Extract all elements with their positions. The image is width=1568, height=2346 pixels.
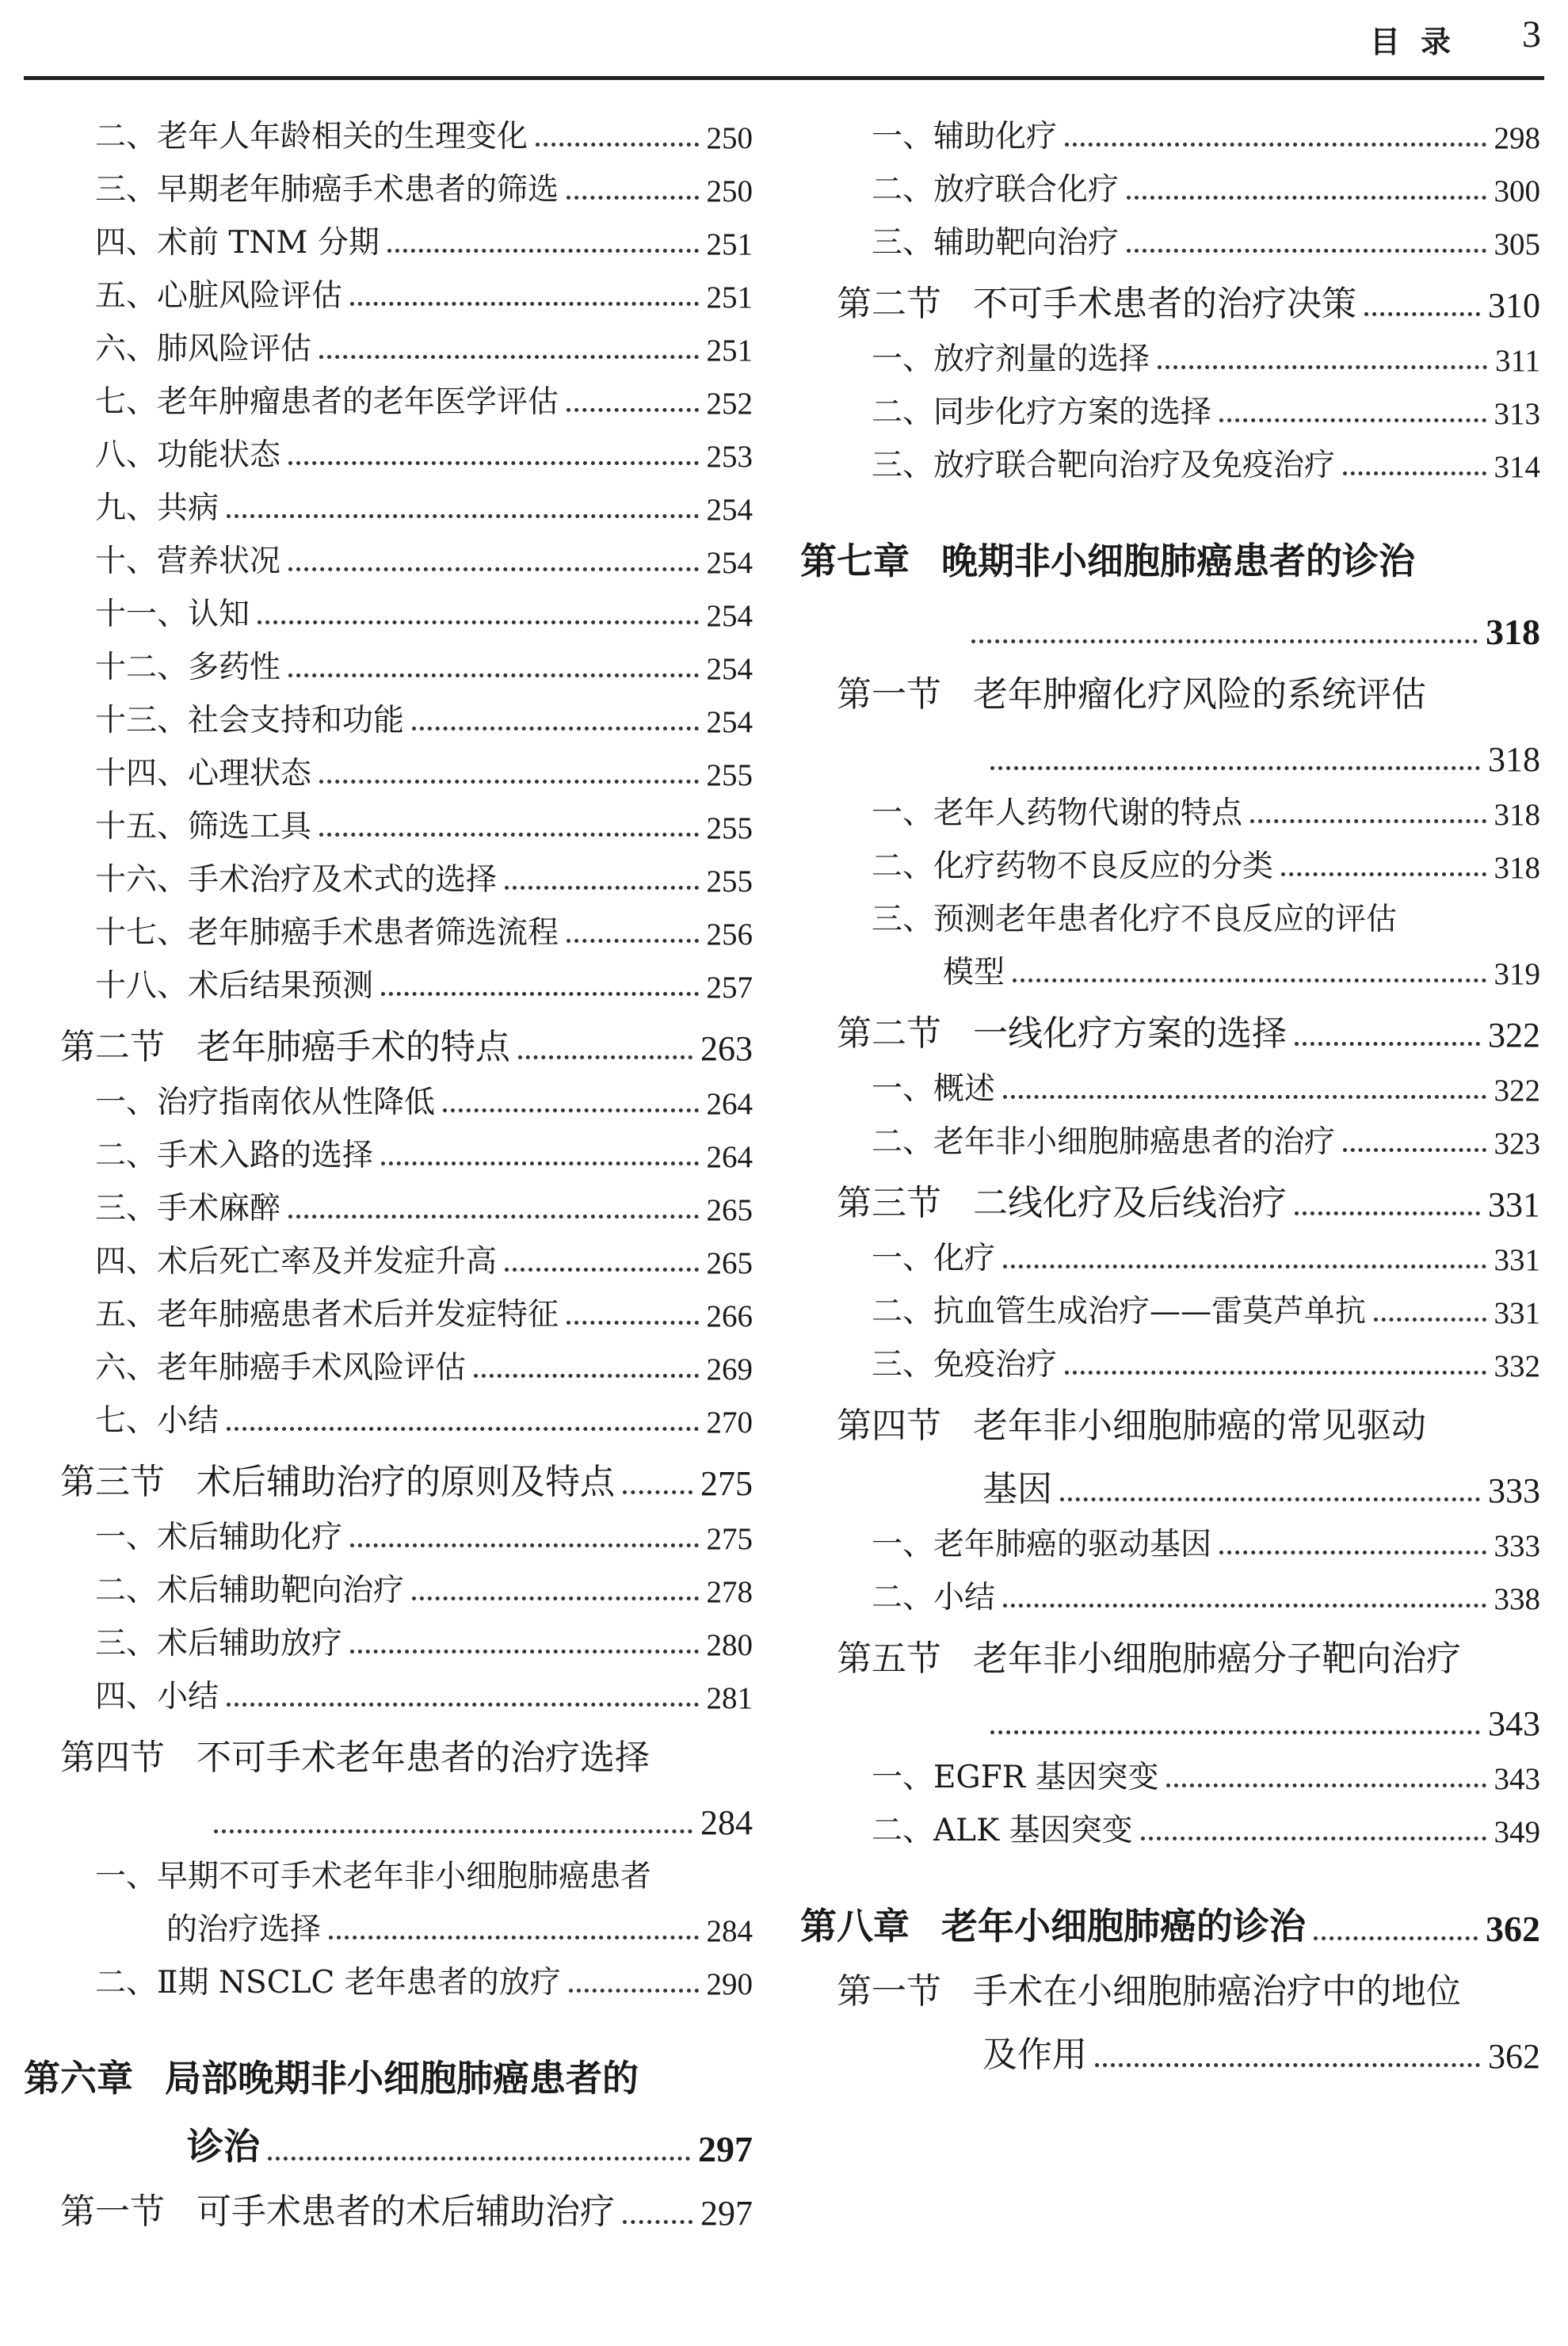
entry-title: 二、ALK 基因突变 — [872, 1813, 1133, 1848]
entry-title-continued: 模型 — [943, 955, 1005, 990]
entry-page: 256 — [706, 917, 753, 952]
toc-section-continued — [800, 1680, 1540, 1744]
entry-title: 十一、认知 — [95, 597, 250, 632]
entry-title: 九、共病 — [95, 490, 219, 526]
entry-title: 可手术患者的术后辅助治疗 — [196, 2192, 615, 2232]
entry-title: 三、预测老年患者化疗不良反应的评估 — [872, 902, 1398, 937]
entry-page: 253 — [706, 440, 753, 474]
entry-page: 338 — [1494, 1582, 1540, 1616]
leader-dots — [536, 142, 698, 147]
entry-page: 297 — [700, 2194, 753, 2233]
leader-dots — [412, 1596, 698, 1600]
toc-section — [800, 1162, 1540, 1225]
toc-item — [24, 899, 753, 952]
entry-title: 一线化疗方案的选择 — [973, 1013, 1287, 1054]
leader-dots — [387, 248, 699, 253]
entry-page: 333 — [1488, 1471, 1540, 1510]
toc-item — [800, 1108, 1540, 1162]
entry-title: 三、早期老年肺癌手术患者的筛选 — [95, 172, 559, 208]
leader-dots — [1314, 1936, 1478, 1940]
leader-dots — [443, 1108, 698, 1112]
leader-dots — [288, 673, 698, 677]
leader-dots — [350, 301, 698, 306]
leader-dots — [1141, 1836, 1486, 1841]
leader-dots — [288, 460, 698, 465]
entry-title: 一、化疗 — [872, 1241, 996, 1276]
header-label: 目录 — [1369, 24, 1471, 59]
leader-dots — [1295, 1211, 1480, 1215]
leader-dots — [1364, 311, 1480, 316]
leader-dots — [567, 195, 698, 200]
toc-item — [24, 156, 753, 209]
leader-dots — [214, 1829, 692, 1833]
toc-item — [24, 1843, 753, 1896]
leader-dots — [505, 1267, 698, 1272]
spacer — [800, 1850, 1540, 1882]
toc-section — [800, 1384, 1540, 1448]
leader-dots — [412, 726, 698, 731]
entry-page: 349 — [1494, 1815, 1540, 1849]
entry-page: 298 — [1494, 121, 1540, 155]
entry-title: 晚期非小细胞肺癌患者的诊治 — [941, 540, 1415, 582]
entry-label: 第四节 — [837, 1406, 941, 1446]
entry-title: 三、手术麻醉 — [95, 1191, 281, 1226]
leader-dots — [1003, 1603, 1486, 1608]
entry-title: 七、小结 — [95, 1403, 219, 1439]
leader-dots — [1166, 1783, 1486, 1787]
toc-item — [24, 422, 753, 475]
entry-title: 老年非小细胞肺癌分子靶向治疗 — [973, 1638, 1461, 1679]
entry-title: 八、功能状态 — [95, 437, 281, 473]
entry-label: 第一节 — [837, 674, 941, 715]
leader-dots — [567, 1320, 698, 1325]
entry-title-continued: 诊治 — [187, 2125, 260, 2168]
toc-section — [24, 1716, 753, 1780]
entry-page: 254 — [706, 546, 753, 580]
toc-item — [24, 846, 753, 899]
entry-title: 二线化疗及后线治疗 — [973, 1183, 1287, 1223]
entry-page: 280 — [706, 1628, 753, 1662]
leader-dots — [1374, 1317, 1486, 1322]
entry-page: 331 — [1494, 1243, 1540, 1277]
entry-page: 318 — [1494, 851, 1540, 885]
toc-item — [800, 432, 1540, 485]
entry-page: 322 — [1494, 1074, 1540, 1108]
entry-page: 269 — [706, 1352, 753, 1387]
entry-title: 不可手术患者的治疗决策 — [973, 284, 1356, 324]
entry-title: 三、术后辅助放疗 — [95, 1626, 343, 1661]
leader-dots — [518, 1055, 692, 1059]
entry-label: 第二节 — [837, 1013, 941, 1054]
entry-title: 四、术前 TNM 分期 — [95, 225, 380, 261]
leader-dots — [1013, 978, 1486, 982]
entry-page: 278 — [706, 1575, 753, 1609]
entry-label: 第四节 — [60, 1738, 165, 1778]
toc-section-continued — [800, 2013, 1540, 2077]
entry-page: 318 — [1488, 740, 1540, 779]
entry-page: 310 — [1488, 286, 1540, 325]
entry-page: 319 — [1494, 957, 1540, 991]
entry-page: 264 — [706, 1087, 753, 1121]
leader-dots — [567, 938, 698, 943]
entry-title: 十、营养状况 — [95, 544, 281, 579]
entry-title: 二、化疗药物不良反应的分类 — [872, 849, 1274, 884]
toc-item — [24, 103, 753, 156]
entry-page: 362 — [1488, 2037, 1540, 2076]
entry-page: 270 — [706, 1406, 753, 1440]
entry-title: 二、老年非小细胞肺癌患者的治疗 — [872, 1124, 1336, 1160]
toc-chapter — [24, 2034, 753, 2102]
entry-title-continued: 及作用 — [982, 2035, 1087, 2075]
spacer — [24, 2002, 753, 2034]
entry-page: 305 — [1494, 227, 1540, 261]
entry-page: 323 — [1494, 1127, 1540, 1161]
entry-label: 第五节 — [837, 1638, 941, 1679]
leader-dots — [474, 1373, 698, 1378]
toc-item — [800, 1278, 1540, 1331]
toc-item — [24, 634, 753, 687]
leader-dots — [227, 513, 698, 518]
entry-title: 十四、心理状态 — [95, 756, 312, 792]
toc-chapter — [800, 1882, 1540, 1950]
toc-item — [24, 1663, 753, 1716]
entry-title: 一、治疗指南依从性降低 — [95, 1085, 436, 1120]
entry-title: 七、老年肿瘤患者的老年医学评估 — [95, 384, 559, 420]
entry-title: 十六、手术治疗及术式的选择 — [95, 862, 498, 898]
entry-page: 314 — [1494, 450, 1540, 484]
entry-page: 311 — [1494, 344, 1540, 378]
toc-item-continued — [800, 939, 1540, 992]
toc-item — [24, 1949, 753, 2002]
toc-chapter-continued — [800, 585, 1540, 653]
leader-dots — [1219, 1550, 1486, 1554]
leader-dots — [227, 1426, 698, 1431]
entry-page: 250 — [706, 174, 753, 208]
entry-page: 265 — [706, 1246, 753, 1280]
toc-item — [24, 952, 753, 1005]
entry-title: 六、老年肺癌手术风险评估 — [95, 1350, 467, 1386]
entry-title: 二、放疗联合化疗 — [872, 172, 1120, 208]
entry-label: 第一节 — [837, 1971, 941, 2012]
entry-title: 一、EGFR 基因突变 — [872, 1760, 1159, 1795]
entry-title: 五、老年肺癌患者术后并发症特征 — [95, 1297, 559, 1333]
toc-item — [800, 1511, 1540, 1564]
entry-page: 343 — [1494, 1762, 1540, 1796]
toc-section — [800, 653, 1540, 716]
entry-label: 第八章 — [800, 1905, 910, 1947]
toc-item — [24, 1069, 753, 1122]
entry-title: 老年非小细胞肺癌的常见驱动 — [973, 1406, 1426, 1446]
entry-title: 不可手术老年患者的治疗选择 — [196, 1738, 650, 1778]
leader-dots — [350, 1543, 698, 1547]
toc-item — [24, 475, 753, 528]
entry-title: 三、免疫治疗 — [872, 1347, 1058, 1383]
entry-title: 二、手术入路的选择 — [95, 1138, 374, 1173]
toc-section — [800, 992, 1540, 1055]
entry-title: 十七、老年肺癌手术患者筛选流程 — [95, 915, 559, 951]
entry-page: 254 — [706, 493, 753, 527]
entry-label: 第二节 — [60, 1027, 165, 1067]
entry-title: 一、放疗剂量的选择 — [872, 341, 1150, 377]
toc-item — [800, 379, 1540, 432]
toc-column-left — [24, 103, 753, 2233]
entry-page: 362 — [1486, 1909, 1540, 1949]
entry-page: 332 — [1494, 1349, 1540, 1383]
entry-title: 老年肿瘤化疗风险的系统评估 — [973, 674, 1426, 715]
entry-title: 一、辅助化疗 — [872, 119, 1058, 154]
entry-page: 331 — [1494, 1296, 1540, 1330]
toc-section — [24, 1005, 753, 1069]
toc-section — [800, 262, 1540, 326]
toc-item — [24, 209, 753, 262]
leader-dots — [1003, 1094, 1486, 1099]
entry-page: 251 — [706, 227, 753, 261]
entry-page: 254 — [706, 599, 753, 633]
entry-page: 254 — [706, 705, 753, 739]
leader-dots — [329, 1935, 698, 1940]
leader-dots — [1095, 2062, 1480, 2067]
entry-title: 一、早期不可手术老年非小细胞肺癌患者 — [95, 1859, 652, 1894]
leader-dots — [381, 991, 698, 996]
entry-page: 251 — [706, 280, 753, 315]
entry-label: 第七章 — [800, 540, 910, 582]
toc-item — [800, 1744, 1540, 1797]
leader-dots — [1065, 142, 1486, 147]
entry-page: 343 — [1488, 1704, 1540, 1743]
running-header — [24, 0, 1544, 80]
entry-page: 255 — [706, 864, 753, 898]
entry-title: 一、老年人药物代谢的特点 — [872, 795, 1243, 831]
leader-dots — [1343, 1147, 1486, 1152]
toc-item — [24, 1175, 753, 1228]
toc-item — [24, 740, 753, 793]
entry-title: 四、小结 — [95, 1679, 219, 1715]
entry-page: 252 — [706, 387, 753, 421]
entry-title: 三、放疗联合靶向治疗及免疫治疗 — [872, 448, 1336, 483]
entry-label: 第三节 — [837, 1183, 941, 1223]
toc-section — [24, 1440, 753, 1504]
leader-dots — [971, 639, 1478, 643]
leader-dots — [1250, 818, 1486, 823]
entry-title-continued: 的治疗选择 — [166, 1912, 322, 1947]
leader-dots — [319, 779, 698, 784]
toc-item — [800, 156, 1540, 209]
toc-column-right — [800, 103, 1540, 2077]
entry-page: 300 — [1494, 174, 1540, 208]
toc-item — [24, 528, 753, 581]
toc-section-continued — [800, 716, 1540, 780]
entry-page: 281 — [706, 1681, 753, 1715]
entry-title: 老年肺癌手术的特点 — [196, 1027, 510, 1067]
toc-item — [24, 1557, 753, 1610]
toc-section — [24, 2170, 753, 2233]
entry-title: 二、同步化疗方案的选择 — [872, 395, 1212, 430]
leader-dots — [1295, 1041, 1480, 1046]
entry-title: 十五、筛选工具 — [95, 809, 312, 845]
leader-dots — [381, 1161, 698, 1165]
toc-item — [24, 1504, 753, 1557]
entry-page: 275 — [706, 1522, 753, 1556]
entry-title: 手术在小细胞肺癌治疗中的地位 — [973, 1971, 1461, 2012]
toc-chapter-continued — [24, 2102, 753, 2170]
leader-dots — [227, 1702, 698, 1707]
leader-dots — [1219, 418, 1486, 422]
leader-dots — [1065, 1370, 1486, 1375]
entry-title: 一、术后辅助化疗 — [95, 1520, 343, 1555]
toc-item — [24, 1281, 753, 1334]
toc-item — [800, 1797, 1540, 1850]
entry-title: 一、概述 — [872, 1071, 996, 1107]
leader-dots — [258, 620, 698, 624]
entry-label: 第六章 — [24, 2057, 133, 2100]
leader-dots — [288, 566, 698, 571]
entry-title: 四、术后死亡率及并发症升高 — [95, 1244, 498, 1280]
leader-dots — [1003, 1264, 1486, 1268]
toc-item — [24, 368, 753, 422]
toc-item — [24, 315, 753, 368]
toc-item — [24, 1228, 753, 1281]
toc-item — [800, 326, 1540, 379]
entry-page: 284 — [706, 1914, 753, 1948]
toc-section — [800, 1950, 1540, 2013]
entry-title: 十八、术后结果预测 — [95, 968, 374, 1004]
entry-page: 331 — [1488, 1185, 1540, 1224]
entry-title: 二、Ⅱ期 NSCLC 老年患者的放疗 — [95, 1965, 561, 2001]
entry-title: 二、小结 — [872, 1580, 996, 1615]
leader-dots — [1127, 248, 1486, 253]
entry-page: 266 — [706, 1299, 753, 1333]
entry-page: 254 — [706, 652, 753, 686]
leader-dots — [623, 1490, 692, 1494]
toc-item — [800, 1564, 1540, 1617]
leader-dots — [990, 1730, 1480, 1734]
entry-page: 250 — [706, 121, 753, 155]
entry-page: 290 — [706, 1967, 753, 2001]
toc-section-continued — [24, 1780, 753, 1843]
leader-dots — [1343, 471, 1486, 475]
leader-dots — [1158, 364, 1487, 369]
entry-page: 265 — [706, 1193, 753, 1227]
entry-title: 老年小细胞肺癌的诊治 — [941, 1905, 1306, 1947]
entry-title-continued: 基因 — [982, 1469, 1052, 1509]
toc-item — [800, 1331, 1540, 1384]
entry-title: 三、辅助靶向治疗 — [872, 225, 1120, 261]
toc-item — [24, 687, 753, 740]
entry-page: 275 — [700, 1464, 753, 1503]
leader-dots — [569, 1988, 699, 1993]
entry-page: 313 — [1494, 397, 1540, 431]
toc-item — [24, 1610, 753, 1663]
toc-item — [800, 1055, 1540, 1108]
entry-label: 第三节 — [60, 1462, 165, 1502]
header-page-number: 3 — [1522, 13, 1541, 55]
entry-title: 局部晚期非小细胞肺癌患者的 — [165, 2057, 639, 2100]
toc-item-continued — [24, 1896, 753, 1949]
entry-title: 十二、多药性 — [95, 650, 281, 685]
leader-dots — [623, 2219, 692, 2224]
toc-item — [800, 886, 1540, 939]
toc-chapter — [800, 517, 1540, 585]
entry-page: 251 — [706, 334, 753, 368]
entry-page: 257 — [706, 971, 753, 1005]
toc-item — [800, 833, 1540, 886]
leader-dots — [1281, 872, 1486, 876]
entry-title: 二、抗血管生成治疗——雷莫芦单抗 — [872, 1294, 1367, 1329]
toc-item — [800, 780, 1540, 833]
entry-page: 318 — [1494, 798, 1540, 832]
entry-page: 255 — [706, 811, 753, 845]
entry-page: 333 — [1494, 1529, 1540, 1563]
leader-dots — [319, 832, 698, 837]
entry-title: 术后辅助治疗的原则及特点 — [196, 1462, 615, 1502]
entry-label: 第二节 — [837, 284, 941, 324]
toc-item — [24, 1334, 753, 1387]
leader-dots — [1127, 195, 1486, 200]
toc-item — [24, 793, 753, 846]
toc-section — [800, 1617, 1540, 1680]
entry-title: 二、老年人年龄相关的生理变化 — [95, 119, 528, 154]
leader-dots — [319, 354, 698, 359]
entry-title: 十三、社会支持和功能 — [95, 703, 405, 738]
leader-dots — [268, 2156, 690, 2161]
toc-item — [24, 581, 753, 634]
entry-title: 二、术后辅助靶向治疗 — [95, 1573, 405, 1608]
toc-item — [800, 103, 1540, 156]
entry-page: 264 — [706, 1140, 753, 1174]
toc-item — [800, 209, 1540, 262]
entry-label: 第一节 — [60, 2192, 165, 2232]
spacer — [800, 485, 1540, 517]
entry-page: 255 — [706, 758, 753, 792]
leader-dots — [505, 885, 698, 890]
entry-title: 六、肺风险评估 — [95, 331, 312, 367]
leader-dots — [1060, 1497, 1480, 1501]
leader-dots — [288, 1214, 698, 1219]
leader-dots — [350, 1649, 698, 1654]
toc-item — [24, 1387, 753, 1440]
toc-item — [800, 1225, 1540, 1278]
entry-page: 284 — [700, 1803, 753, 1842]
entry-page: 318 — [1486, 612, 1540, 652]
toc-item — [24, 262, 753, 315]
entry-page: 322 — [1488, 1016, 1540, 1055]
leader-dots — [990, 765, 1480, 770]
entry-page: 297 — [698, 2129, 753, 2169]
leader-dots — [567, 407, 698, 412]
toc-item — [24, 1122, 753, 1175]
toc-section-continued — [800, 1448, 1540, 1511]
entry-title: 一、老年肺癌的驱动基因 — [872, 1527, 1212, 1562]
entry-page: 263 — [700, 1029, 753, 1068]
entry-title: 五、心脏风险评估 — [95, 278, 343, 314]
